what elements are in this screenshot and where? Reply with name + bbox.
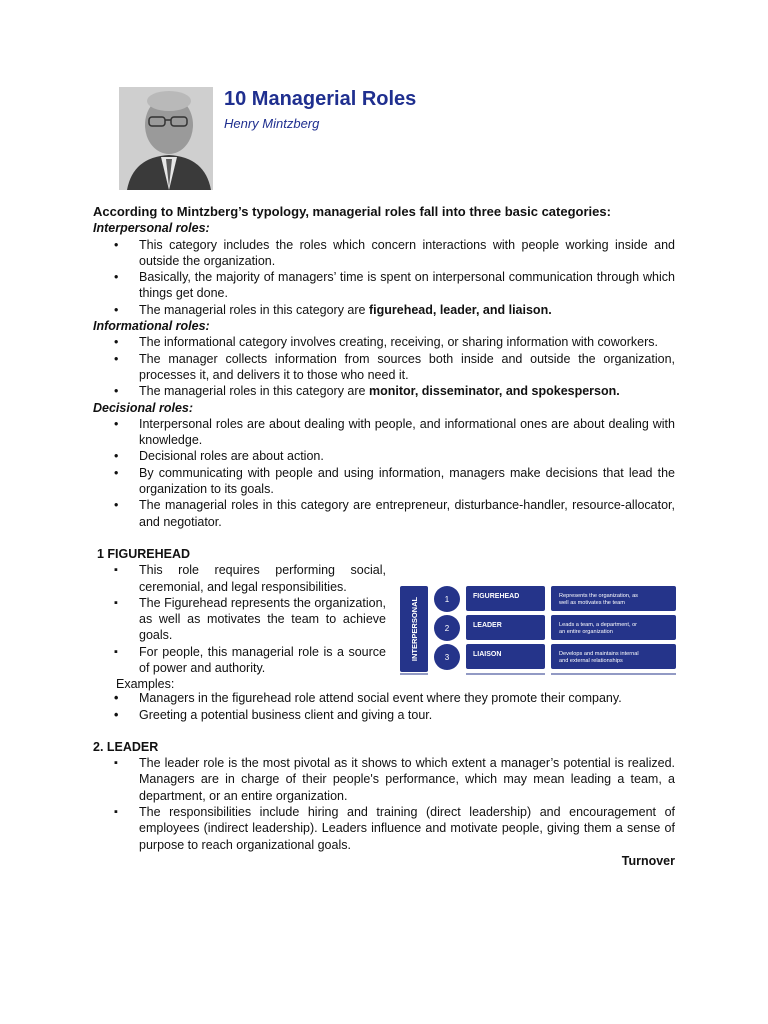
list-item: ▪ The Figurehead represents the organization, as well as motivates the team to achieve goals. — [93, 595, 386, 644]
role-desc-line: Develops and maintains internal — [559, 651, 639, 657]
list-item: • By communicating with people and using information, managers make decisions that lead the organization to its goals. — [93, 465, 675, 498]
list-item: ▪ The responsibilities include hiring and training (direct leadership) and encouragement of employees (indirect leadership). Leaders influence and motivate people, giving them a sense of purpose to reach organizational goals. — [93, 804, 675, 853]
list-item: • Interpersonal roles are about dealing with people, and informational ones are about dealing with knowledge. — [93, 416, 675, 449]
role-desc-line: well as motivates the team — [559, 600, 625, 606]
decisional-list — [93, 416, 675, 530]
list-item: ▪ This role requires performing social, ceremonial, and legal responsibilities. — [93, 562, 386, 595]
interpersonal-roles-diagram — [400, 586, 676, 676]
author-portrait-image — [119, 87, 213, 190]
page-title: 10 Managerial Roles — [224, 88, 417, 110]
list-item: • Managers in the figurehead role attend social event where they promote their company. — [93, 690, 675, 706]
list-item: • The manager collects information from sources both inside and outside the organization, processes it, and delivers it to those who need it. — [93, 351, 675, 384]
role-name: LIAISON — [473, 651, 502, 658]
role-desc-line: Represents the organization, as — [559, 593, 638, 599]
role-desc-line: and external relationships — [559, 658, 623, 664]
role-name: LEADER — [473, 622, 502, 629]
examples-label: Examples: — [116, 677, 175, 692]
role-name: FIGUREHEAD — [473, 593, 520, 600]
roles-names: figurehead, leader, and liaison. — [368, 302, 552, 317]
role-desc-line: an entire organization — [559, 629, 613, 635]
role-number: 1 — [444, 595, 450, 604]
roles-names: monitor, disseminator, and spokesperson. — [368, 384, 620, 399]
turnover-label: Turnover — [621, 853, 675, 868]
list-item: ▪ For people, this managerial role is a source of power and authority. — [93, 644, 386, 677]
figurehead-list — [93, 562, 386, 676]
leader-heading: 2. LEADER — [93, 739, 159, 754]
roles-prefix: The managerial roles in this category are — [139, 384, 369, 399]
list-item: • The informational category involves creating, receiving, or sharing information with coworkers. — [93, 334, 675, 350]
list-item: • Decisional roles are about action. — [93, 448, 675, 464]
list-item — [93, 302, 675, 318]
list-item: • Basically, the majority of managers’ time is spent on interpersonal communication through which things get done. — [93, 269, 675, 302]
category-label: INTERPERSONAL — [410, 596, 419, 662]
informational-list — [93, 334, 675, 399]
intro-text: According to Mintzberg’s typology, managerial roles fall into three basic categories: — [93, 204, 611, 219]
role-number: 2 — [444, 624, 450, 633]
list-item: • This category includes the roles which concern interactions with people working inside and outside the organization. — [93, 237, 675, 270]
interpersonal-list — [93, 237, 675, 318]
role-desc-line: Leads a team, a department, or — [559, 622, 638, 628]
leader-list — [93, 755, 675, 853]
list-item: • Greeting a potential business client and giving a tour. — [93, 707, 675, 723]
list-item: ▪ The leader role is the most pivotal as it shows to which extent a manager’s potential is realized. Managers are in charge of their people's performance, which may mean leading a team, a department, or an entire organization. — [93, 755, 675, 804]
author-photo — [119, 87, 213, 190]
roles-prefix: The managerial roles in this category are — [139, 302, 369, 317]
role-number: 3 — [444, 653, 450, 662]
informational-heading: Informational roles: — [93, 319, 210, 334]
list-item — [93, 383, 675, 399]
interpersonal-heading: Interpersonal roles: — [93, 221, 210, 236]
author-name: Henry Mintzberg — [224, 116, 320, 131]
document-body — [93, 204, 675, 869]
decisional-heading: Decisional roles: — [93, 400, 194, 415]
examples-list — [93, 690, 675, 723]
list-item: • The managerial roles in this category are entrepreneur, disturbance-handler, resource-allocator, and negotiator. — [93, 497, 675, 530]
figurehead-heading: 1 FIGUREHEAD — [97, 546, 191, 561]
